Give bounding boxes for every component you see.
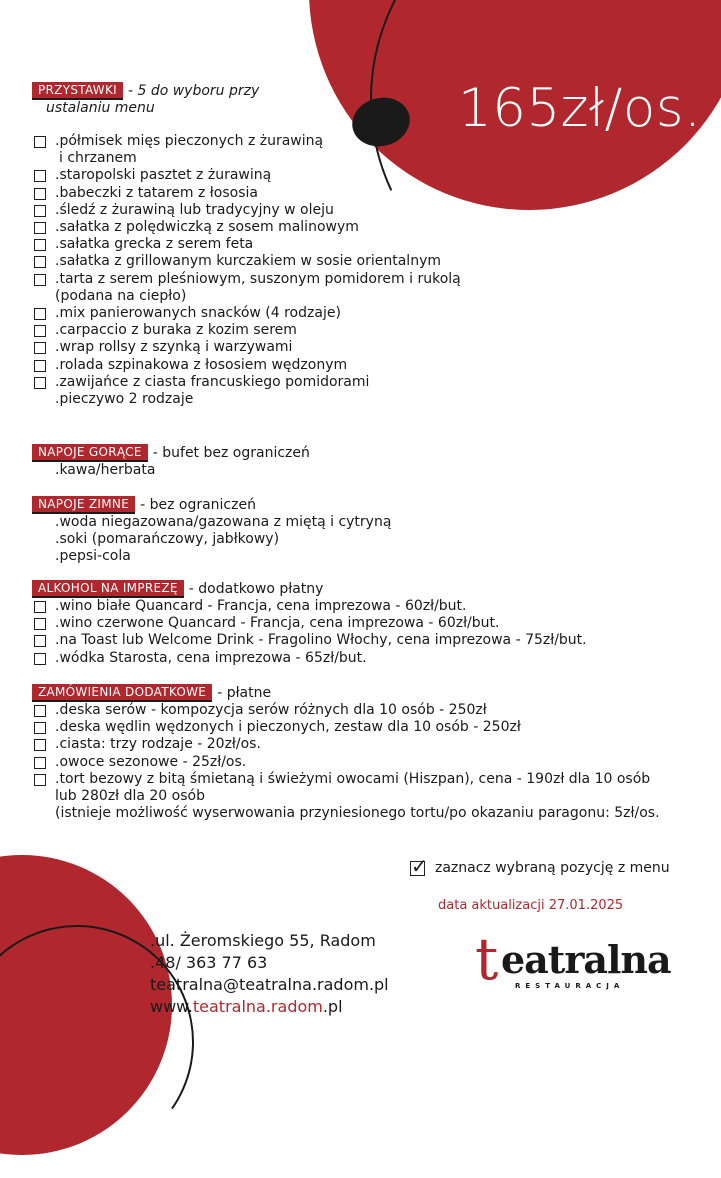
przystawki-extra: .pieczywo 2 rodzaje bbox=[55, 391, 194, 408]
legend bbox=[410, 853, 670, 878]
menu-item[interactable] bbox=[32, 702, 660, 719]
drink-line: .woda niegazowana/gazowana z miętą i cytryną bbox=[55, 514, 392, 530]
menu-item[interactable] bbox=[32, 719, 660, 736]
menu-item-text: .deska serów - kompozycja serów różnych dla 10 osób - 250zł bbox=[55, 702, 487, 718]
menu-item-text: .zawijańce z ciasta francuskiego pomidorami bbox=[55, 373, 370, 390]
www-suffix: .pl bbox=[322, 997, 343, 1016]
menu-item[interactable] bbox=[32, 271, 461, 288]
section-note: - bufet bez ograniczeń bbox=[152, 445, 310, 461]
checkbox-icon[interactable] bbox=[34, 136, 46, 148]
menu-item-text: .sałatka grecka z serem feta bbox=[55, 236, 254, 253]
menu-item-text: .wrap rollsy z szynką i warzywami bbox=[55, 339, 293, 356]
drink-line: .kawa/herbata bbox=[55, 462, 156, 478]
menu-item-text: .rolada szpinakowa z łososiem wędzonym bbox=[55, 356, 348, 373]
contact-block bbox=[150, 930, 389, 1018]
email-link[interactable]: teatralna@teatralna.radom.pl bbox=[150, 975, 389, 994]
menu-item[interactable] bbox=[32, 615, 587, 632]
section-tag: NAPOJE GORĄCE bbox=[32, 444, 148, 462]
alkohol-list bbox=[32, 598, 587, 667]
menu-item-text: .na Toast lub Welcome Drink - Fragolino Włochy, cena imprezowa - 75zł/but. bbox=[55, 632, 587, 649]
menu-item[interactable] bbox=[32, 236, 461, 253]
napoje-zimne-lines bbox=[32, 514, 391, 565]
checkbox-icon[interactable] bbox=[34, 308, 46, 320]
logo-initial: t bbox=[475, 925, 499, 993]
www-prefix: www. bbox=[150, 997, 193, 1016]
menu-item[interactable] bbox=[32, 736, 660, 753]
menu-item-text: .mix panierowanych snacków (4 rodzaje) bbox=[55, 305, 341, 322]
teatralna-logo bbox=[475, 925, 695, 998]
section-note: - dodatkowo płatny bbox=[188, 581, 324, 597]
address: .ul. Żeromskiego 55, Radom bbox=[150, 931, 376, 950]
zamowienia-list bbox=[32, 702, 660, 805]
menu-item[interactable] bbox=[32, 133, 461, 150]
menu-item-text: .wino białe Quancard - Francja, cena imprezowa - 60zł/but. bbox=[55, 598, 467, 614]
menu-item-text: .tarta z serem pleśniowym, suszonym pomidorem i rukolą bbox=[55, 270, 461, 287]
menu-item[interactable] bbox=[32, 339, 461, 356]
menu-item[interactable] bbox=[32, 632, 587, 649]
www-domain: teatralna.radom bbox=[192, 997, 323, 1016]
menu-item-text: .ciasta: trzy rodzaje - 20zł/os. bbox=[55, 736, 261, 753]
section-tag: NAPOJE ZIMNE bbox=[32, 496, 135, 514]
checkbox-icon[interactable] bbox=[34, 205, 46, 217]
menu-item-text: lub 280zł dla 20 osób bbox=[55, 788, 205, 805]
drink-line: .soki (pomarańczowy, jabłkowy) bbox=[55, 531, 280, 547]
menu-item-continuation bbox=[32, 788, 660, 805]
menu-item[interactable] bbox=[32, 771, 660, 788]
checkbox-icon[interactable] bbox=[34, 601, 46, 613]
menu-item[interactable] bbox=[32, 598, 587, 615]
checkbox-icon[interactable] bbox=[34, 774, 46, 786]
menu-item-text: .deska wędlin wędzonych i pieczonych, zestaw dla 10 osób - 250zł bbox=[55, 719, 521, 736]
logo-wordmark: eatralna bbox=[501, 937, 671, 982]
checkbox-icon[interactable] bbox=[34, 170, 46, 182]
checkbox-icon[interactable] bbox=[34, 360, 46, 372]
menu-item[interactable] bbox=[32, 305, 461, 322]
menu-item-text: .wódka Starosta, cena imprezowa - 65zł/but. bbox=[55, 649, 367, 666]
menu-item[interactable] bbox=[32, 202, 461, 219]
checkbox-icon[interactable] bbox=[34, 222, 46, 234]
menu-item[interactable] bbox=[32, 253, 461, 270]
menu-item-text: .babeczki z tatarem z łososia bbox=[55, 184, 258, 201]
checkbox-icon[interactable] bbox=[34, 274, 46, 286]
menu-item[interactable] bbox=[32, 357, 461, 374]
zamowienia-footnote: (istnieje możliwość wyserwowania przyniesionego tortu/po okazaniu paragonu: 5zł/os. bbox=[55, 805, 660, 822]
section-note: - 5 do wyboru przy bbox=[127, 83, 260, 99]
section-zamowienia bbox=[32, 684, 660, 822]
menu-item-text: .sałatka z polędwiczką z sosem malinowym bbox=[55, 219, 359, 236]
legend-text: zaznacz wybraną pozycję z menu bbox=[435, 860, 670, 876]
menu-item-text: i chrzanem bbox=[59, 150, 137, 167]
menu-item[interactable] bbox=[32, 650, 587, 667]
section-przystawki bbox=[32, 82, 461, 408]
section-napoje-zimne bbox=[32, 496, 391, 565]
checkbox-icon[interactable] bbox=[34, 705, 46, 717]
menu-item[interactable] bbox=[32, 185, 461, 202]
przystawki-list bbox=[32, 133, 461, 391]
menu-item-text: .carpaccio z buraka z kozim serem bbox=[55, 322, 297, 339]
logo-subtitle: RESTAURACJA bbox=[515, 982, 625, 990]
menu-item-text: .staropolski pasztet z żurawiną bbox=[55, 167, 272, 184]
menu-item-text: .owoce sezonowe - 25zł/os. bbox=[55, 753, 247, 770]
website-link[interactable] bbox=[150, 996, 389, 1018]
phone: .48/ 363 77 63 bbox=[150, 953, 268, 972]
checkbox-icon[interactable] bbox=[34, 188, 46, 200]
section-alkohol bbox=[32, 580, 587, 667]
update-date: data aktualizacji 27.01.2025 bbox=[438, 898, 624, 913]
menu-item-text: (podana na ciepło) bbox=[55, 287, 187, 304]
checkbox-icon[interactable] bbox=[34, 722, 46, 734]
menu-item-text: .sałatka z grillowanym kurczakiem w sosie orientalnym bbox=[55, 253, 441, 270]
menu-item[interactable] bbox=[32, 167, 461, 184]
checkbox-icon[interactable] bbox=[34, 325, 46, 337]
section-napoje-gorace bbox=[32, 444, 310, 479]
checkbox-icon[interactable] bbox=[34, 739, 46, 751]
checkbox-icon[interactable] bbox=[34, 618, 46, 630]
checkbox-icon[interactable] bbox=[34, 635, 46, 647]
checkbox-icon[interactable] bbox=[34, 757, 46, 769]
menu-item-text: .wino czerwone Quancard - Francja, cena imprezowa - 60zł/but. bbox=[55, 615, 500, 632]
drink-line: .pepsi-cola bbox=[55, 548, 131, 564]
menu-item-text: .półmisek mięs pieczonych z żurawiną bbox=[55, 133, 324, 149]
menu-item[interactable] bbox=[32, 322, 461, 339]
section-tag: PRZYSTAWKI bbox=[32, 82, 123, 100]
checkbox-icon[interactable] bbox=[34, 653, 46, 665]
checkbox-icon[interactable] bbox=[34, 239, 46, 251]
section-note-2: ustalaniu menu bbox=[46, 100, 155, 116]
section-note: - bez ograniczeń bbox=[140, 497, 256, 513]
menu-item[interactable] bbox=[32, 754, 660, 771]
menu-item-continuation bbox=[32, 150, 461, 167]
price-per-person: 165zł/os. bbox=[458, 78, 702, 139]
section-note: - płatne bbox=[217, 685, 272, 701]
menu-item-text: .tort bezowy z bitą śmietaną i świeżymi owocami (Hiszpan), cena - 190zł dla 10 osób bbox=[55, 770, 651, 787]
checkmark-icon: ✓ bbox=[411, 853, 428, 878]
checked-box-icon bbox=[410, 853, 428, 878]
checkbox-icon[interactable] bbox=[34, 377, 46, 389]
checkbox-icon[interactable] bbox=[34, 256, 46, 268]
menu-item[interactable] bbox=[32, 219, 461, 236]
menu-item[interactable] bbox=[32, 374, 461, 391]
napoje-gorace-lines bbox=[32, 462, 310, 479]
menu-item-continuation bbox=[32, 288, 461, 305]
section-tag: ZAMÓWIENIA DODATKOWE bbox=[32, 684, 212, 702]
checkbox-icon[interactable] bbox=[34, 342, 46, 354]
section-tag: ALKOHOL NA IMPREZĘ bbox=[32, 580, 184, 598]
menu-item-text: .śledź z żurawiną lub tradycyjny w oleju bbox=[55, 201, 334, 218]
